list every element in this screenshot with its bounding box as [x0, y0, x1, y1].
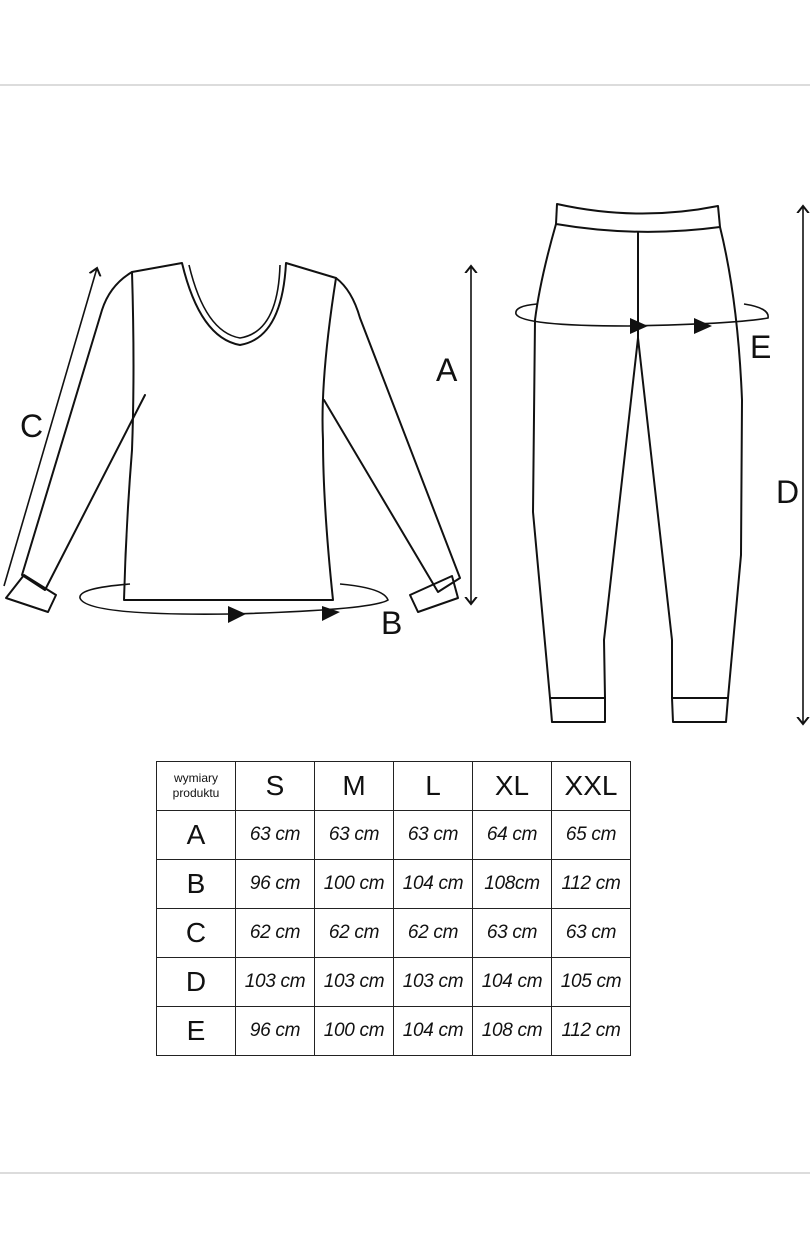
cell-value: 62 cm — [394, 909, 473, 958]
table-row-e — [157, 1007, 631, 1056]
label-e: E — [750, 329, 772, 365]
row-label: B — [157, 860, 236, 909]
size-m: M — [315, 762, 394, 811]
table-row-b — [157, 860, 631, 909]
table-corner-label — [157, 762, 236, 811]
cell-value: 96 cm — [236, 860, 315, 909]
cell-value: 105 cm — [552, 958, 631, 1007]
cell-value: 103 cm — [236, 958, 315, 1007]
cell-value: 63 cm — [473, 909, 552, 958]
cell-value: 63 cm — [315, 811, 394, 860]
cell-value: 62 cm — [236, 909, 315, 958]
cell-value: 64 cm — [473, 811, 552, 860]
size-xl: XL — [473, 762, 552, 811]
cell-value: 112 cm — [552, 1007, 631, 1056]
label-c: C — [20, 408, 44, 444]
cell-value: 96 cm — [236, 1007, 315, 1056]
size-s: S — [236, 762, 315, 811]
pants-drawing — [516, 204, 803, 724]
size-table — [156, 761, 631, 1056]
cell-value: 63 cm — [394, 811, 473, 860]
label-a: A — [436, 352, 458, 388]
row-label: C — [157, 909, 236, 958]
cell-value: 65 cm — [552, 811, 631, 860]
cell-value: 104 cm — [473, 958, 552, 1007]
row-label: A — [157, 811, 236, 860]
label-b: B — [381, 605, 403, 641]
cell-value: 112 cm — [552, 860, 631, 909]
cell-value: 104 cm — [394, 1007, 473, 1056]
row-label: D — [157, 958, 236, 1007]
size-l: L — [394, 762, 473, 811]
size-header-row — [157, 762, 631, 811]
cell-value: 100 cm — [315, 860, 394, 909]
row-label: E — [157, 1007, 236, 1056]
shirt-drawing — [4, 263, 471, 623]
table-row-d — [157, 958, 631, 1007]
bottom-divider — [0, 1172, 810, 1174]
size-xxl: XXL — [552, 762, 631, 811]
table-row-c — [157, 909, 631, 958]
table-row-a — [157, 811, 631, 860]
label-d: D — [776, 474, 800, 510]
cell-value: 63 cm — [552, 909, 631, 958]
cell-value: 103 cm — [315, 958, 394, 1007]
cell-value: 108 cm — [473, 1007, 552, 1056]
cell-value: 108cm — [473, 860, 552, 909]
corner-line-2: produktu — [172, 786, 220, 800]
cell-value: 104 cm — [394, 860, 473, 909]
corner-line-1: wymiary — [174, 771, 218, 785]
cell-value: 63 cm — [236, 811, 315, 860]
cell-value: 100 cm — [315, 1007, 394, 1056]
cell-value: 103 cm — [394, 958, 473, 1007]
cell-value: 62 cm — [315, 909, 394, 958]
